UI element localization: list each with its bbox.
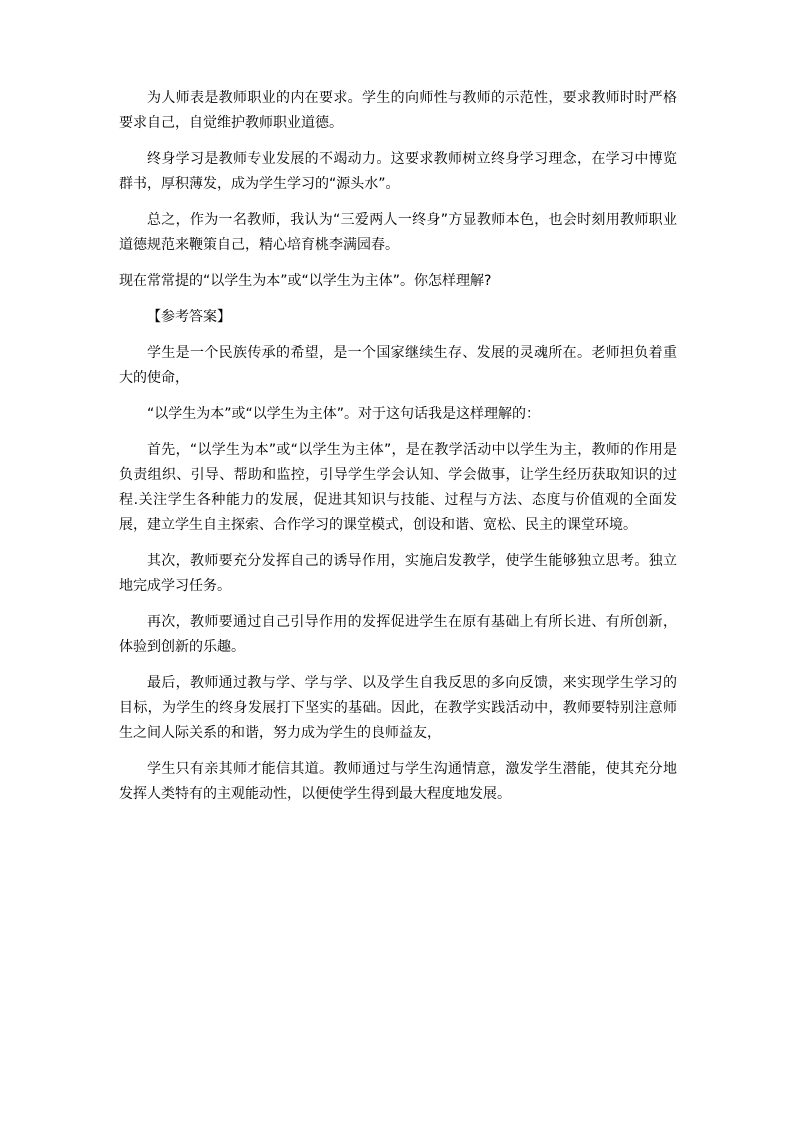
paragraph-11-final-point: 最后，教师通过教与学、学与学、以及学生自我反思的多向反馈，来实现学生学习的目标，为学生的终身发展打下坚实的基础。因此，在教学实践活动中，教师要特别注意师生之间人际关系的和谐，努力成为学生的良师益友， — [119, 675, 677, 741]
paragraph-7: “以学生为本”或“以学生为主体”。对于这句话我是这样理解的： — [147, 406, 541, 422]
paragraph-9-second-point: 其次，教师要充分发挥自己的诱导作用，实施启发教学，使学生能够独立思考。独立地完成学习任务。 — [119, 553, 677, 594]
paragraph-3: 总之，作为一名教师，我认为“三爱两人一终身”方显教师本色，也会时刻用教师职业道德规范来鞭策自己，精心培育桃李满园春。 — [119, 212, 677, 253]
paragraph-6: 学生是一个民族传承的希望，是一个国家继续生存、发展的灵魂所在。老师担负着重大的使命， — [119, 345, 677, 386]
paragraph-8-first-point: 首先，“以学生为本”或“以学生为主体”，是在教学活动中以学生为主，教师的作用是负责组织、引导、帮助和监控，引导学生学会认知、学会做事，让学生经历获取知识的过程.关注学生各种能力的发展，促进其知识与技能、过程与方法、态度与价值观的全面发展，建立学生自主探索、合作学习的课堂模式，创设和谐、宽松、民主的课堂环境。 — [119, 442, 677, 533]
paragraph-12-closing: 学生只有亲其师才能信其道。教师通过与学生沟通情意，激发学生潜能，使其充分地发挥人类特有的主观能动性，以便使学生得到最大程度地发展。 — [119, 761, 677, 802]
paragraph-1: 为人师表是教师职业的内在要求。学生的向师性与教师的示范性，要求教师时时严格要求自己，自觉维护教师职业道德。 — [119, 90, 677, 131]
question-prompt: 现在常常提的“以学生为本”或“以学生为主体”。你怎样理解? — [119, 273, 492, 289]
paragraph-10-third-point: 再次，教师要通过自己引导作用的发挥促进学生在原有基础上有所长进、有所创新，体验到创新的乐趣。 — [119, 614, 677, 655]
reference-answer-heading: 【参考答案】 — [147, 309, 231, 325]
paragraph-2: 终身学习是教师专业发展的不竭动力。这要求教师树立终身学习理念，在学习中博览群书，厚积薄发，成为学生学习的“源头水”。 — [119, 151, 677, 192]
document-text-body — [119, 86, 677, 818]
